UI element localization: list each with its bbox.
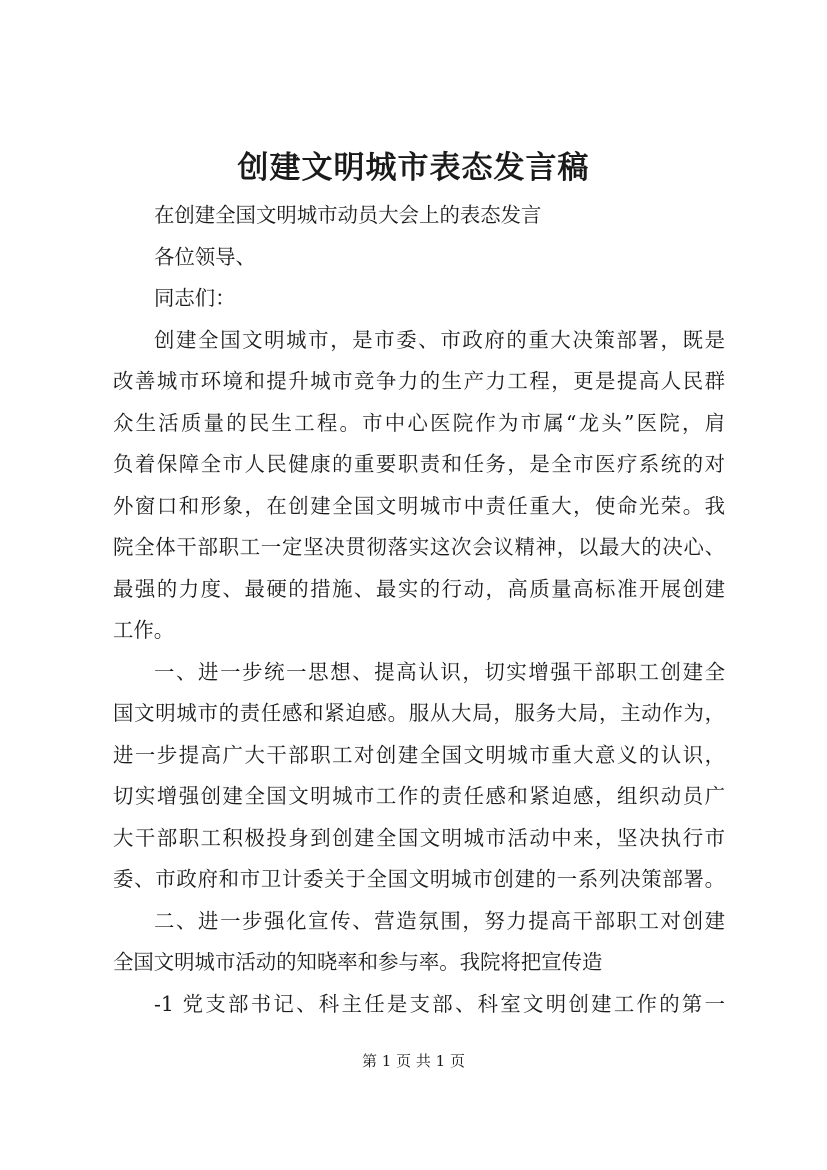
text-line: 大干部职工积极投身到创建全国文明城市活动中来，坚决执行市 xyxy=(113,825,725,850)
text-line: 院全体干部职工一定坚决贯彻落实这次会议精神，以最大的决心、 xyxy=(113,535,725,559)
text-line: -1 党支部书记、科主任是支部、科室文明创建工作的第一 xyxy=(154,991,725,1016)
page-footer: 第 1 页 共 1 页 xyxy=(362,1052,465,1070)
text-line: 各位领导、 xyxy=(154,244,256,269)
text-line: 最强的力度、最硬的措施、最实的行动，高质量高标准开展创建 xyxy=(113,576,725,601)
text-line: 全国文明城市活动的知晓率和参与率。我院将把宣传造 xyxy=(113,950,603,974)
text-line: 切实增强创建全国文明城市工作的责任感和紧迫感，组织动员广 xyxy=(113,784,725,808)
text-line: 进一步提高广大干部职工对创建全国文明城市重大意义的认识， xyxy=(113,742,725,767)
text-line: 一、进一步统一思想、提高认识，切实增强干部职工创建全 xyxy=(154,659,725,684)
text-line: 改善城市环境和提升城市竞争力的生产力工程，更是提高人民群 xyxy=(113,369,725,393)
text-line: 同志们： xyxy=(154,286,236,310)
text-line: 二、进一步强化宣传、营造氛围，努力提高干部职工对创建 xyxy=(154,908,725,933)
text-line: 负着保障全市人民健康的重要职责和任务，是全市医疗系统的对 xyxy=(113,452,725,476)
text-line: 外窗口和形象，在创建全国文明城市中责任重大，使命光荣。我 xyxy=(113,493,725,518)
document-title: 创建文明城市表态发言稿 xyxy=(237,150,590,186)
text-line: 工作。 xyxy=(113,618,175,642)
document-body xyxy=(113,195,725,1025)
text-line: 国文明城市的责任感和紧迫感。服从大局，服务大局，主动作为， xyxy=(113,701,725,725)
text-line: 创建全国文明城市，是市委、市政府的重大决策部署，既是 xyxy=(154,327,725,352)
text-line: 众生活质量的民生工程。市中心医院作为市属“龙头”医院，肩 xyxy=(113,410,725,435)
text-line: 在创建全国文明城市动员大会上的表态发言 xyxy=(154,203,542,227)
text-line: 委、市政府和市卫计委关于全国文明城市创建的一系列决策部署。 xyxy=(113,867,725,891)
